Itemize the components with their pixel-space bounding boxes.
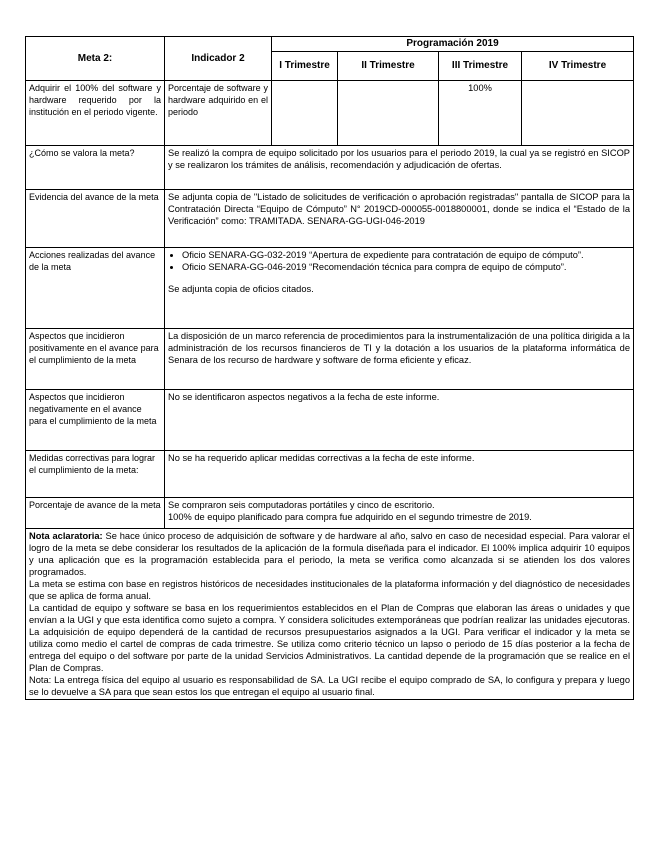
positivos-row	[26, 329, 634, 390]
meta-text: Adquirir el 100% del software y hardware requerido por la institución en el periodo vigente.	[26, 81, 165, 146]
correctivas-row	[26, 451, 634, 498]
porcentaje-line-1: Se compraron seis computadoras portátiles y cinco de escritorio.	[168, 500, 435, 510]
positivos-text: La disposición de un marco referencia de procedimientos para la instrumentalización de una política dirigida a la administración de los recursos financieros de TI y la dotación a los usuarios de la plataforma informática de Senara de los recurso de hardware y software de forma eficiente y eficaz.	[165, 329, 634, 390]
meta-header: Meta 2:	[26, 37, 165, 81]
evidencia-label: Evidencia del avance de la meta	[26, 190, 165, 248]
trimestre-3-value: 100%	[439, 81, 522, 146]
trimestre-2-header: II Trimestre	[338, 52, 439, 81]
trimestre-1-value	[272, 81, 338, 146]
acciones-footer: Se adjunta copia de oficios citados.	[168, 284, 314, 294]
porcentaje-cell	[165, 498, 634, 529]
valora-text: Se realizó la compra de equipo solicitado por los usuarios para el periodo 2019, la cual ya se registró en SICOP y se realizaron los trámites de análisis, recomendación y adjudicación de ofertas.	[165, 146, 634, 190]
negativos-text: No se identificaron aspectos negativos a la fecha de este informe.	[165, 390, 634, 451]
porcentaje-row	[26, 498, 634, 529]
nota-p4: Nota: La entrega física del equipo al usuario es responsabilidad de SA. La UGI recibe el equipo comprado de SA, lo configura y prepara y luego se lo devuelve a SA para que sean estos los que entregan el equipo al usuario final.	[29, 675, 631, 697]
correctivas-label: Medidas correctivas para lograr el cumplimiento de la meta:	[26, 451, 165, 498]
nota-title: Nota aclaratoria:	[29, 531, 103, 541]
evidencia-text: Se adjunta copia de "Listado de solicitudes de verificación o aprobación registradas" pantalla de SICOP para la Contratación Directa “Equipo de Cómputo” N° 2019CD-000055-0018800001, donde se indica el “Estado de la Verificación” como: TRAMITADA. SENARA-GG-UGI-046-2019	[165, 190, 634, 248]
valora-row	[26, 146, 634, 190]
meta-row	[26, 81, 634, 146]
nota-p1: Se hace único proceso de adquisición de software y de hardware al año, salvo en caso de necesidad especial. Para valorar el logro de la meta se debe considerar los resultados de la aplicación de la formula diseñada para el indicador. El 100% implica adquirir 10 equipos y una aplicación que es la programación establecida para el periodo, la meta se verifica como alcanzada si se atienden los dos valores programados.	[29, 531, 631, 577]
positivos-label: Aspectos que incidieron positivamente en el avance para el cumplimiento de la meta	[26, 329, 165, 390]
acciones-cell	[165, 248, 634, 329]
nota-cell	[26, 529, 634, 700]
porcentaje-label: Porcentaje de avance de la meta	[26, 498, 165, 529]
acciones-label: Acciones realizadas del avance de la meta	[26, 248, 165, 329]
indicador-header: Indicador 2	[165, 37, 272, 81]
acciones-item-1: • Oficio SENARA-GG-032-2019 “Apertura de expediente para contratación de equipo de cómputo”.	[182, 249, 630, 261]
nota-p2: La meta se estima con base en registros históricos de necesidades institucionales de la plataforma información y del diagnóstico de necesidades que se aplica de forma anual.	[29, 579, 631, 601]
trimestre-4-value	[522, 81, 634, 146]
porcentaje-line-2: 100% de equipo planificado para compra fue adquirido en el segundo trimestre de 2019.	[168, 512, 532, 522]
acciones-item-2: • Oficio SENARA-GG-046-2019 “Recomendación técnica para compra de equipo de cómputo”.	[182, 261, 630, 273]
trimestre-3-header: III Trimestre	[439, 52, 522, 81]
acciones-list	[168, 249, 630, 273]
trimestre-1-header: I Trimestre	[272, 52, 338, 81]
correctivas-text: No se ha requerido aplicar medidas correctivas a la fecha de este informe.	[165, 451, 634, 498]
negativos-label: Aspectos que incidieron negativamente en el avance para el cumplimiento de la meta	[26, 390, 165, 451]
document-page	[25, 36, 633, 700]
nota-row	[26, 529, 634, 700]
programacion-header: Programación 2019	[272, 37, 634, 52]
evidencia-row	[26, 190, 634, 248]
header-row-1	[26, 37, 634, 52]
trimestre-4-header: IV Trimestre	[522, 52, 634, 81]
indicador-text: Porcentaje de software y hardware adquirido en el periodo	[165, 81, 272, 146]
nota-p3: La cantidad de equipo y software se basa en los requerimientos establecidos en el Plan de Compras que elaboran las áreas o unidades y que envían a la UGI y que esta identifica como sujeto a compra. Y considera solicitudes extemporáneas que podrían realizar las unidades ejecutoras. La adquisición de equipo dependerá de la cantidad de recursos presupuestarios asignados a la UGI. Para verificar el indicador y la meta se utiliza como medio el cartel de compras de cada trimestre. Se utiliza como criterio técnico un lapso o periodo de 15 días posterior a la fecha de entrega del equipo o del software por parte de la unidad Servicios Administrativos. La cantidad depende de la programación que se realice en el Plan de Compras.	[29, 603, 631, 673]
acciones-row	[26, 248, 634, 329]
meta-table	[25, 36, 634, 700]
trimestre-2-value	[338, 81, 439, 146]
negativos-row	[26, 390, 634, 451]
valora-label: ¿Cómo se valora la meta?	[26, 146, 165, 190]
